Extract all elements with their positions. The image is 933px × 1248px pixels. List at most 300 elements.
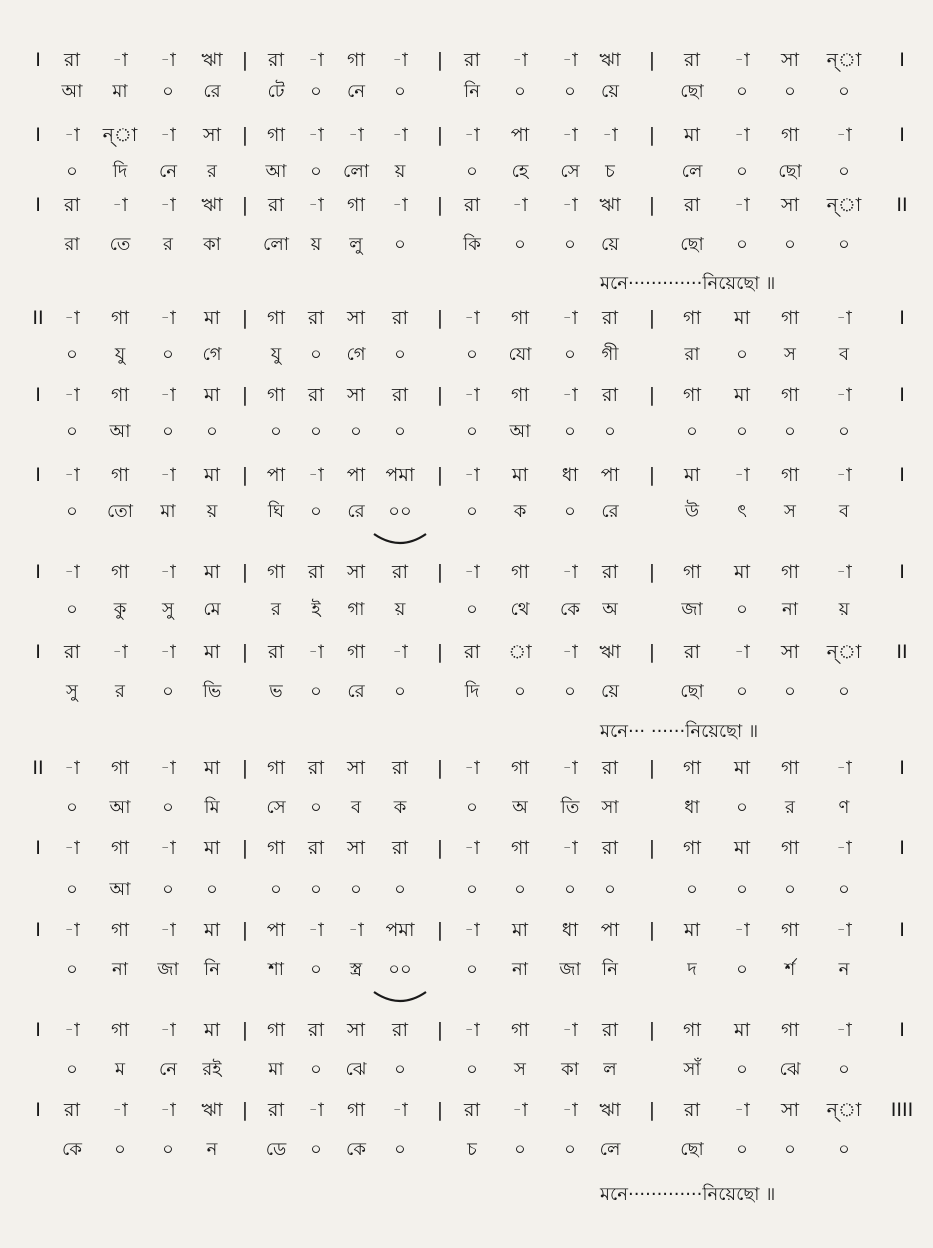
syllable: ০ <box>838 81 850 102</box>
syllable: শা <box>268 959 284 980</box>
notation-line <box>0 833 933 863</box>
note: -া <box>160 837 176 859</box>
syllable: আ <box>109 879 131 900</box>
note: মা <box>733 307 751 329</box>
syllable: টে <box>267 81 285 102</box>
note: গা <box>781 464 799 486</box>
note: -া <box>64 384 80 406</box>
syllable: ০ <box>686 421 698 442</box>
syllable: ০ <box>784 879 796 900</box>
syllable: আ <box>109 421 131 442</box>
syllable: সে <box>266 797 286 818</box>
note: -া <box>392 124 408 146</box>
syllable: ০ <box>564 81 576 102</box>
syllable: ০ <box>466 1059 478 1080</box>
note: গা <box>111 561 129 583</box>
note: গা <box>267 757 285 779</box>
syllable: ০ <box>466 599 478 620</box>
note: মা <box>203 757 221 779</box>
syllable: ০ <box>350 421 362 442</box>
syllable: আ <box>61 81 83 102</box>
note: গা <box>781 757 799 779</box>
bar-marker: II <box>32 757 44 779</box>
note: মা <box>733 757 751 779</box>
beat-divider: | <box>648 384 656 406</box>
note: রা <box>602 561 618 583</box>
note: -া <box>160 757 176 779</box>
syllable: য়ে <box>601 81 619 102</box>
syllable: ০ <box>466 344 478 365</box>
note: গা <box>781 837 799 859</box>
note: -া <box>836 1019 852 1041</box>
note: সা <box>346 757 366 779</box>
note: পমা <box>385 919 415 941</box>
note: ধা <box>561 919 579 941</box>
lyric-line <box>0 340 933 370</box>
bar-marker: I <box>899 1019 905 1041</box>
note: পা <box>510 124 530 146</box>
note: -া <box>64 307 80 329</box>
bar-marker: I <box>35 837 41 859</box>
note: গা <box>511 307 529 329</box>
note: -া <box>160 49 176 71</box>
note: রা <box>392 757 408 779</box>
syllable: ০ <box>736 161 748 182</box>
syllable: ০ <box>66 344 78 365</box>
note: -া <box>464 757 480 779</box>
note: রা <box>64 194 80 216</box>
note: সা <box>780 1099 800 1121</box>
slur-mark <box>370 530 430 550</box>
syllable: রে <box>203 81 221 102</box>
note: গা <box>267 124 285 146</box>
syllable: ০ <box>66 959 78 980</box>
note: গা <box>511 384 529 406</box>
syllable: র <box>163 234 173 255</box>
lyric-line <box>0 793 933 823</box>
beat-divider: | <box>241 307 249 329</box>
note: -া <box>160 561 176 583</box>
note: মা <box>733 837 751 859</box>
bar-marker: I <box>35 919 41 941</box>
note: গা <box>267 307 285 329</box>
bar-marker: IIII <box>890 1099 914 1121</box>
syllable: ০ <box>310 161 322 182</box>
syllable: কে <box>62 1139 82 1160</box>
beat-divider: | <box>241 837 249 859</box>
beat-divider: | <box>241 561 249 583</box>
beat-divider: | <box>241 384 249 406</box>
note: রা <box>684 1099 700 1121</box>
syllable: ন <box>206 1139 218 1160</box>
syllable: নি <box>464 81 480 102</box>
note: গা <box>347 641 365 663</box>
syllable: র <box>115 681 125 702</box>
note: -া <box>112 1099 128 1121</box>
note: গা <box>683 307 701 329</box>
syllable: দি <box>112 161 128 182</box>
note: পমা <box>385 464 415 486</box>
syllable: ০ <box>310 421 322 442</box>
note: রা <box>602 384 618 406</box>
note: পা <box>266 464 286 486</box>
syllable: ০ <box>466 797 478 818</box>
bar-marker: I <box>899 307 905 329</box>
syllable: ০ <box>784 234 796 255</box>
syllable: ০ <box>162 797 174 818</box>
note: গা <box>111 384 129 406</box>
syllable: ০ <box>394 1059 406 1080</box>
note: ঋা <box>599 1099 621 1121</box>
bar-marker: I <box>899 757 905 779</box>
syllable: ধা <box>684 797 700 818</box>
syllable: র <box>271 599 281 620</box>
syllable: স <box>784 501 796 522</box>
syllable: জা <box>157 959 179 980</box>
syllable: ০ <box>736 959 748 980</box>
note: -া <box>562 1099 578 1121</box>
note: -া <box>112 641 128 663</box>
note: -া <box>734 124 750 146</box>
beat-divider: | <box>436 124 444 146</box>
syllable: ০ <box>838 234 850 255</box>
note: ঋা <box>599 194 621 216</box>
beat-divider: | <box>648 194 656 216</box>
lyric-line <box>0 497 933 527</box>
note: সা <box>346 384 366 406</box>
syllable: দি <box>464 681 480 702</box>
note: মা <box>203 837 221 859</box>
syllable: যো <box>508 344 532 365</box>
syllable: ০ <box>838 1139 850 1160</box>
syllable: ০ <box>162 81 174 102</box>
beat-divider: | <box>436 1099 444 1121</box>
note: গা <box>267 837 285 859</box>
syllable: য় <box>838 599 850 620</box>
note: -া <box>836 919 852 941</box>
syllable: অ <box>602 599 618 620</box>
syllable: ল <box>603 1059 617 1080</box>
lyric-line <box>0 157 933 187</box>
syllable: সাঁ <box>683 1059 701 1080</box>
beat-divider: | <box>436 1019 444 1041</box>
note: ন্‌া <box>826 641 862 663</box>
syllable: রা <box>64 234 80 255</box>
bar-marker: I <box>899 919 905 941</box>
bar-marker: I <box>899 464 905 486</box>
syllable: ০ <box>206 879 218 900</box>
beat-divider: | <box>648 757 656 779</box>
syllable: ০ <box>394 879 406 900</box>
syllable: ০ <box>162 879 174 900</box>
note: -া <box>64 124 80 146</box>
note: -া <box>308 1099 324 1121</box>
bar-marker: II <box>896 194 908 216</box>
note: সা <box>780 641 800 663</box>
syllable: স্ত্র <box>349 959 363 980</box>
note: মা <box>733 384 751 406</box>
syllable: ০ <box>350 879 362 900</box>
syllable: ঝে <box>345 1059 367 1080</box>
syllable: ০ <box>838 879 850 900</box>
note: গা <box>511 561 529 583</box>
syllable: ঝে <box>779 1059 801 1080</box>
note: -া <box>562 49 578 71</box>
note: রা <box>392 307 408 329</box>
syllable: কি <box>463 234 481 255</box>
note: -া <box>562 307 578 329</box>
syllable: কু <box>113 599 127 620</box>
note: পা <box>266 919 286 941</box>
note: সা <box>346 837 366 859</box>
syllable: ০ <box>162 1139 174 1160</box>
note: গা <box>511 757 529 779</box>
syllable: না <box>512 959 528 980</box>
notation-line <box>0 753 933 783</box>
note: -া <box>160 464 176 486</box>
note: গা <box>111 464 129 486</box>
beat-divider: | <box>648 837 656 859</box>
lyric-line <box>0 677 933 707</box>
syllable: লে <box>599 1139 621 1160</box>
note: -া <box>602 124 618 146</box>
syllable: ০০ <box>388 501 412 522</box>
refrain-marker: মনে·············নিয়েছো ॥ <box>600 273 776 294</box>
syllable: দ <box>687 959 697 980</box>
beat-divider: | <box>436 464 444 486</box>
syllable: লু <box>349 234 363 255</box>
note: রা <box>268 194 284 216</box>
syllable: আ <box>265 161 287 182</box>
beat-divider: | <box>648 1099 656 1121</box>
syllable: কা <box>561 1059 579 1080</box>
note: রা <box>392 384 408 406</box>
note: -া <box>308 464 324 486</box>
note: ধা <box>561 464 579 486</box>
note: -া <box>160 307 176 329</box>
note: রা <box>602 307 618 329</box>
syllable: য় <box>206 501 218 522</box>
syllable: সে <box>560 161 580 182</box>
note: মা <box>203 641 221 663</box>
syllable: রে <box>347 501 365 522</box>
note: -া <box>836 124 852 146</box>
lyric-line <box>0 1135 933 1165</box>
syllable: গী <box>601 344 619 365</box>
note: গা <box>111 1019 129 1041</box>
note: মা <box>683 919 701 941</box>
bar-marker: I <box>899 837 905 859</box>
note: গা <box>683 1019 701 1041</box>
note: মা <box>733 561 751 583</box>
syllable: য় <box>394 161 406 182</box>
syllable: ০ <box>784 681 796 702</box>
note: ন্‌া <box>826 1099 862 1121</box>
syllable: ণ <box>838 797 850 818</box>
syllable: ডে <box>265 1139 287 1160</box>
syllable: ০ <box>66 797 78 818</box>
beat-divider: | <box>648 1019 656 1041</box>
note: -া <box>562 837 578 859</box>
note: -া <box>734 641 750 663</box>
beat-divider: | <box>436 919 444 941</box>
syllable: তি <box>560 797 580 818</box>
beat-divider: | <box>241 49 249 71</box>
beat-divider: | <box>241 464 249 486</box>
bar-marker: I <box>899 561 905 583</box>
beat-divider: | <box>648 307 656 329</box>
syllable: ০ <box>310 501 322 522</box>
syllable: ০ <box>66 161 78 182</box>
note: পা <box>600 919 620 941</box>
note: -া <box>836 757 852 779</box>
notation-line <box>0 915 933 945</box>
syllable: ০ <box>310 1059 322 1080</box>
note: মা <box>203 561 221 583</box>
notation-line <box>0 190 933 220</box>
syllable: ০ <box>394 681 406 702</box>
note: -া <box>160 641 176 663</box>
syllable: ০ <box>838 1059 850 1080</box>
syllable: ০ <box>466 421 478 442</box>
beat-divider: | <box>436 561 444 583</box>
syllable: ০ <box>310 959 322 980</box>
syllable: ০ <box>66 501 78 522</box>
note: রা <box>308 561 324 583</box>
beat-divider: | <box>648 919 656 941</box>
note: গা <box>781 124 799 146</box>
note: -া <box>112 49 128 71</box>
note: সা <box>346 561 366 583</box>
syllable: ০ <box>736 344 748 365</box>
syllable: ০ <box>784 1139 796 1160</box>
syllable: ০ <box>466 161 478 182</box>
notation-line <box>0 557 933 587</box>
beat-divider: | <box>241 1099 249 1121</box>
syllable: ০ <box>270 879 282 900</box>
note: -া <box>734 919 750 941</box>
syllable: রে <box>601 501 619 522</box>
note: -া <box>512 194 528 216</box>
syllable: ০ <box>736 234 748 255</box>
note: -া <box>836 384 852 406</box>
syllable: ০ <box>394 344 406 365</box>
note: গা <box>111 307 129 329</box>
note: -া <box>160 124 176 146</box>
note: ন্‌া <box>102 124 138 146</box>
syllable: ০ <box>736 879 748 900</box>
note: ঋা <box>599 641 621 663</box>
beat-divider: | <box>436 307 444 329</box>
syllable: ০ <box>736 797 748 818</box>
bar-marker: I <box>35 561 41 583</box>
note: গা <box>683 837 701 859</box>
bar-marker: I <box>35 641 41 663</box>
syllable: স <box>514 1059 526 1080</box>
syllable: ব <box>838 344 850 365</box>
note: -া <box>160 384 176 406</box>
beat-divider: | <box>241 757 249 779</box>
note: -া <box>464 837 480 859</box>
syllable: ০ <box>394 421 406 442</box>
notation-line <box>0 303 933 333</box>
note: -া <box>464 464 480 486</box>
syllable: ০ <box>310 797 322 818</box>
note: -া <box>64 561 80 583</box>
lyric-line <box>0 417 933 447</box>
note: রা <box>268 49 284 71</box>
beat-divider: | <box>436 757 444 779</box>
syllable: রে <box>347 681 365 702</box>
syllable: য় <box>394 599 406 620</box>
note: ন্‌া <box>826 49 862 71</box>
note: ঋা <box>201 49 223 71</box>
note: -া <box>836 464 852 486</box>
note: -া <box>464 561 480 583</box>
syllable: কে <box>560 599 580 620</box>
note: -া <box>734 1099 750 1121</box>
note: রা <box>308 837 324 859</box>
syllable: সু <box>162 599 174 620</box>
syllable: ছো <box>778 161 802 182</box>
notation-line <box>0 45 933 75</box>
note: মা <box>203 464 221 486</box>
note: -া <box>562 641 578 663</box>
syllable: থে <box>510 599 530 620</box>
beat-divider: | <box>648 124 656 146</box>
note: রা <box>684 49 700 71</box>
note: -া <box>562 384 578 406</box>
syllable: ০০ <box>388 959 412 980</box>
note: ঋা <box>201 194 223 216</box>
note: -া <box>308 919 324 941</box>
beat-divider: | <box>648 561 656 583</box>
note: রা <box>464 194 480 216</box>
lyric-line <box>0 955 933 985</box>
note: -া <box>836 837 852 859</box>
note: রা <box>308 1019 324 1041</box>
note: গা <box>683 561 701 583</box>
syllable: মা <box>112 81 128 102</box>
syllable: মা <box>268 1059 284 1080</box>
note: -া <box>464 919 480 941</box>
note: মা <box>203 384 221 406</box>
syllable: ০ <box>838 681 850 702</box>
syllable: ছো <box>680 81 704 102</box>
note: গা <box>781 1019 799 1041</box>
note: গা <box>111 837 129 859</box>
note: -া <box>512 49 528 71</box>
beat-divider: | <box>648 49 656 71</box>
note: মা <box>511 919 529 941</box>
syllable: ০ <box>604 421 616 442</box>
note: গা <box>267 384 285 406</box>
note: রা <box>64 1099 80 1121</box>
note: রা <box>464 49 480 71</box>
note: মা <box>511 464 529 486</box>
syllable: কা <box>203 234 221 255</box>
syllable: ০ <box>514 879 526 900</box>
syllable: নি <box>204 959 220 980</box>
note: -া <box>562 1019 578 1041</box>
syllable: লো <box>263 234 289 255</box>
syllable: ০ <box>394 81 406 102</box>
syllable: মা <box>160 501 176 522</box>
syllable: লে <box>681 161 703 182</box>
note: -া <box>562 194 578 216</box>
beat-divider: | <box>241 919 249 941</box>
syllable: ০ <box>736 421 748 442</box>
